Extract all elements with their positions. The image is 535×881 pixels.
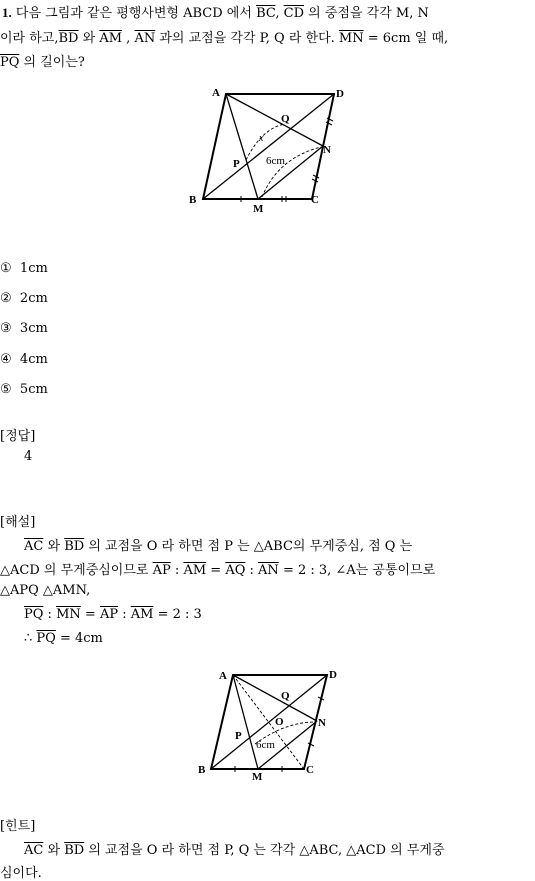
explanation-text: : [122, 607, 127, 622]
label-c: C [306, 764, 314, 776]
label-q: Q [281, 113, 290, 125]
segment-an: $\overline{AN}$ [258, 563, 279, 578]
explanation-line-3: △APQ △AMN, [0, 583, 91, 598]
explanation-text: △ACD 의 무게중심이므로 [0, 563, 149, 578]
label-q: Q [281, 690, 290, 702]
segment-bd: $\overline{BD}$ [58, 31, 79, 46]
segment-mn: $\overline{MN}$ [338, 31, 364, 46]
label-m: M [252, 771, 263, 783]
explanation-text: = [210, 563, 222, 578]
explanation-text: : [174, 563, 180, 578]
label-d: D [329, 669, 337, 681]
choice-mark: ② [0, 291, 12, 306]
segment-pq: $\overline{PQ}$ [0, 55, 20, 70]
hint-text: 의 교점을 O 라 하면 점 P, Q 는 각각 △ABC, △ACD 의 무게중 [88, 843, 445, 858]
question-text: 과의 교점을 각각 P, Q 라 한다. [159, 31, 335, 46]
explanation-text: = 4cm [59, 631, 103, 646]
label-d: D [336, 88, 344, 100]
question-text: = 6cm 일 때, [367, 31, 449, 46]
label-a: A [212, 87, 220, 99]
question-text: 이라 하고, [0, 31, 59, 46]
segment-pq: $\overline{PQ}$ [24, 607, 44, 622]
question-text: 다음 그림과 같은 평행사변형 ABCD 에서 [15, 6, 252, 21]
choice-mark: ③ [0, 321, 12, 336]
label-m: M [253, 203, 264, 215]
segment-aq: $\overline{AQ}$ [225, 563, 246, 578]
choice-4[interactable] [0, 352, 48, 367]
choice-mark: ① [0, 261, 12, 276]
explanation-text: = 2 : 3 [157, 607, 202, 622]
hint-line-2: 심이다. [0, 866, 42, 881]
choice-2[interactable] [0, 291, 48, 306]
choice-text: 5cm [19, 382, 48, 397]
segment-an: $\overline{AN}$ [134, 31, 156, 46]
label-p: P [233, 158, 240, 170]
label-p: P [235, 730, 242, 742]
segment-bd: $\overline{BD}$ [64, 539, 85, 554]
segment-bc: $\overline{BC}$ [256, 6, 276, 21]
segment-ac: $\overline{AC}$ [24, 843, 44, 858]
segment-am: $\overline{AM}$ [99, 31, 123, 46]
explanation-text: : [47, 607, 52, 622]
segment-am: $\overline{AM}$ [183, 563, 207, 578]
label-a: A [219, 670, 227, 682]
segment-mn: $\overline{MN}$ [56, 607, 81, 622]
hint-text: 와 [47, 843, 61, 858]
explanation-line-2 [0, 559, 435, 578]
explanation-text: = [84, 607, 96, 622]
label-c: C [311, 194, 319, 206]
choice-text: 4cm [19, 352, 48, 367]
answer-value: 4 [24, 449, 33, 464]
question-text: , [126, 31, 131, 46]
segment-pq: $\overline{PQ}$ [36, 631, 56, 646]
explanation-line-5 [24, 631, 103, 646]
hint-line-1 [24, 839, 445, 858]
choice-1[interactable] [0, 261, 48, 276]
question-text: 의 길이는? [23, 55, 85, 70]
explanation-text: = 2 : 3, ∠A는 공통이므로 [282, 563, 436, 578]
question-text: , [275, 6, 280, 21]
segment-am: $\overline{AM}$ [130, 607, 154, 622]
therefore-symbol: ∴ [24, 631, 33, 646]
answer-heading: [정답] [0, 429, 36, 444]
choice-mark: ⑤ [0, 382, 12, 397]
label-b: B [198, 764, 206, 776]
segment-ap: $\overline{AP}$ [99, 607, 119, 622]
segment-cd: $\overline{CD}$ [283, 6, 304, 21]
choice-text: 2cm [19, 291, 48, 306]
question-text: 의 중점을 각각 M, N [308, 6, 429, 21]
hint-heading: [힌트] [0, 819, 36, 834]
choice-3[interactable] [0, 321, 48, 336]
choice-5[interactable] [0, 382, 48, 397]
question-text: 와 [82, 31, 96, 46]
segment-ac: $\overline{AC}$ [24, 539, 44, 554]
label-6cm: 6cm [256, 739, 275, 751]
explanation-text: 와 [47, 539, 61, 554]
explanation-text: 의 교점을 O 라 하면 점 P 는 △ABC의 무게중심, 점 Q 는 [88, 539, 413, 554]
label-b: B [189, 194, 197, 206]
label-x: x [259, 133, 264, 144]
choice-mark: ④ [0, 352, 12, 367]
segment-ap: $\overline{AP}$ [152, 563, 171, 578]
choice-text: 1cm [19, 261, 48, 276]
question-number: 1. [2, 5, 12, 20]
label-6cm: 6cm [266, 155, 285, 167]
explanation-text: : [249, 563, 254, 578]
explanation-line-4 [24, 607, 202, 622]
choice-text: 3cm [19, 321, 48, 336]
label-n: N [323, 144, 331, 156]
segment-bd: $\overline{BD}$ [64, 843, 85, 858]
label-n: N [318, 717, 326, 729]
label-o: O [275, 716, 284, 728]
explanation-line-1 [24, 535, 412, 554]
explanation-heading: [해설] [0, 515, 36, 530]
